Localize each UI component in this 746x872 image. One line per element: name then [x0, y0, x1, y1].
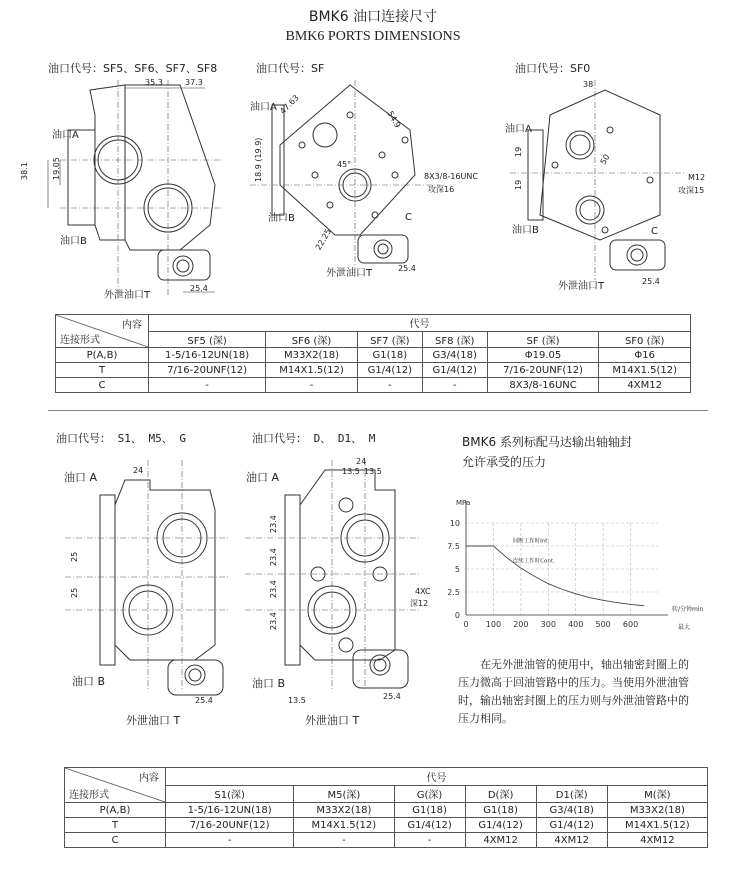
cell: -: [394, 833, 465, 848]
d3-dim-a: 38: [583, 80, 594, 89]
cell: G1/4(12): [357, 363, 422, 378]
y-tick-label: 10: [449, 519, 460, 528]
table2-header-connection: 连接形式: [69, 790, 109, 801]
table-row: [56, 348, 691, 363]
d2-port-b-label: 油口B: [268, 213, 295, 224]
d5-dim-d: 23.4: [269, 515, 278, 533]
row-label: P(A,B): [56, 348, 149, 363]
x-tick-label: 300: [540, 620, 556, 629]
table-row: [65, 803, 708, 818]
d5-drain-label: 外泄油口 T: [305, 714, 360, 727]
row-label: T: [56, 363, 149, 378]
table2-col: S1(深): [166, 785, 294, 803]
table1-header-connection: 连接形式: [60, 335, 100, 346]
d2-dim-g: 8X3/8-16UNC: [424, 172, 478, 181]
d5-dim-f: 23.4: [269, 580, 278, 598]
d5-dim-a: 24: [356, 457, 367, 466]
d4-dim-d: 25.4: [195, 696, 213, 705]
note-line: 时，输出轴密封圈上的压力则与外泄油管路中的: [458, 694, 689, 707]
d5-port-a-label: 油口 A: [246, 471, 280, 484]
d2-dim-e: 22.25: [313, 227, 334, 252]
d4-dim-b: 25: [70, 551, 79, 562]
seal-pressure-chart: [440, 485, 710, 640]
x-axis-label-2: 最大: [678, 624, 691, 631]
chart-heading-2: 允许承受的压力: [462, 455, 547, 469]
note-line: 在无外泄油管的使用中，轴出轴密封圈上的: [480, 658, 689, 671]
d1-dim-h1: 38.1: [20, 162, 29, 180]
cell: -: [294, 833, 394, 848]
cell: M33X2(18): [607, 803, 707, 818]
d5-port-b-label: 油口 B: [252, 677, 286, 690]
y-tick-label: 2.5: [447, 588, 460, 597]
d1-dim-w2: 37.3: [185, 78, 203, 87]
table2-col: D1(深): [536, 785, 607, 803]
table2-col: M(深): [607, 785, 707, 803]
cell: 7/16-20UNF(12): [487, 363, 599, 378]
d5-dim-h: 4XC: [415, 587, 431, 596]
d1-drain-label: 外泄油口T: [104, 290, 151, 301]
cell: -: [422, 378, 487, 393]
cell: M14X1.5(12): [599, 363, 691, 378]
table1-col: SF5 (深): [149, 331, 266, 348]
table2-corner: [65, 768, 166, 803]
cell: M14X1.5(12): [294, 818, 394, 833]
series-line: [493, 546, 644, 606]
diagram1-drawing: [40, 75, 230, 305]
y-tick-label: 5: [454, 565, 460, 574]
cell: M14X1.5(12): [266, 363, 358, 378]
cell: 4XM12: [465, 833, 536, 848]
cell: Φ19.05: [487, 348, 599, 363]
spec-table-2: [64, 767, 708, 848]
d3-drain-label: 外泄油口T: [558, 281, 605, 292]
d3-dim-c: 19: [514, 146, 523, 157]
d3-port-a-label: 油口A: [505, 124, 532, 135]
cell: 4XM12: [536, 833, 607, 848]
d4-port-a-label: 油口 A: [64, 471, 98, 484]
cell: G1/4(12): [422, 363, 487, 378]
table1-corner: [56, 315, 149, 348]
diagram4-caption: 油口代号： S1、 M5、 G: [56, 432, 186, 445]
d5-dim-b: 13.5: [342, 467, 360, 476]
d3-dim-d: 19: [514, 179, 523, 190]
table1-col: SF0 (深): [599, 331, 691, 348]
cell: -: [166, 833, 294, 848]
d2-dim-f: 25.4: [398, 264, 416, 273]
cell: G1/4(12): [465, 818, 536, 833]
d2-dim-h: 攻深16: [428, 185, 455, 194]
cell: G1(18): [465, 803, 536, 818]
x-tick-label: 100: [485, 620, 502, 629]
row-label: C: [65, 833, 166, 848]
x-tick-label: 600: [622, 620, 639, 629]
cell: 1-5/16-12UN(18): [149, 348, 266, 363]
note-line: 压力微高于回油管路中的压力。当使用外泄油管: [458, 676, 689, 689]
d3-dim-b: 50: [598, 152, 612, 167]
d3-dim-f: M12: [688, 173, 706, 182]
d5-dim-g: 23.4: [269, 612, 278, 630]
d2-dim-b: 54.9: [385, 109, 403, 130]
d2-dim-a: 47.63: [278, 93, 301, 116]
cell: G1/4(12): [536, 818, 607, 833]
chart-heading-1: BMK6 系列标配马达输出轴轴封: [462, 435, 632, 449]
d4-drain-label: 外泄油口 T: [126, 714, 181, 727]
d3-dim-e: 25.4: [642, 277, 660, 286]
cell: 1-5/16-12UN(18): [166, 803, 294, 818]
d3-dim-g: 攻深15: [678, 186, 705, 195]
y-tick-label: 0: [454, 611, 460, 620]
table-row: [56, 378, 691, 393]
x-axis-label: 转/分钟min: [672, 606, 704, 613]
x-tick-label: 200: [513, 620, 529, 629]
section-divider: [48, 410, 708, 411]
d4-dim-a: 24: [133, 466, 144, 475]
d3-c-label: C: [651, 226, 658, 237]
d5-dim-e: 23.4: [269, 548, 278, 566]
diagram5-caption: 油口代号： D、 D1、 M: [252, 432, 376, 445]
table2-group-header: 代号: [166, 768, 708, 786]
d2-dim-angle: 45°: [337, 160, 352, 169]
diagram2-caption: 油口代号：SF: [256, 62, 325, 75]
d2-c-label: C: [405, 212, 412, 223]
cell: G3/4(18): [422, 348, 487, 363]
table1-col: SF7 (深): [357, 331, 422, 348]
chart-annotation: 连续工作时Cont.: [512, 558, 555, 565]
cell: G1(18): [394, 803, 465, 818]
d5-dim-c: 13.5: [364, 467, 382, 476]
cell: -: [149, 378, 266, 393]
d5-dim-i: 深12: [410, 599, 429, 608]
cell: M33X2(18): [266, 348, 358, 363]
diagram3-drawing: [510, 75, 690, 285]
cell: M33X2(18): [294, 803, 394, 818]
d1-port-a-label: 油口A: [52, 130, 79, 141]
cell: -: [357, 378, 422, 393]
chart-annotation: 间断工作时Int.: [512, 538, 550, 545]
diagram1-caption: 油口代号：SF5、SF6、SF7、SF8: [48, 62, 218, 75]
table2-header-content: 内容: [139, 773, 159, 784]
cell: 8X3/8-16UNC: [487, 378, 599, 393]
d3-port-b-label: 油口B: [512, 225, 539, 236]
d2-drain-label: 外泄油口T: [326, 268, 373, 279]
cell: 4XM12: [599, 378, 691, 393]
d5-dim-j: 13.5: [288, 696, 306, 705]
diagram2-drawing: [250, 75, 450, 275]
cell: 4XM12: [607, 833, 707, 848]
page-title-en: BMK6 PORTS DIMENSIONS: [285, 29, 461, 44]
cell: 7/16-20UNF(12): [166, 818, 294, 833]
cell: G1/4(12): [394, 818, 465, 833]
spec-table-1: [55, 314, 691, 393]
d1-dim-w1: 35.3: [145, 78, 163, 87]
table-row: [65, 818, 708, 833]
table2-col: D(深): [465, 785, 536, 803]
d2-port-a-label: 油口A: [250, 102, 277, 113]
y-tick-label: 7.5: [447, 542, 460, 551]
cell: G1(18): [357, 348, 422, 363]
table1-col: SF (深): [487, 331, 599, 348]
table2-col: M5(深): [294, 785, 394, 803]
d4-port-b-label: 油口 B: [72, 675, 106, 688]
diagram3-caption: 油口代号：SF0: [515, 62, 591, 75]
d5-dim-k: 25.4: [383, 692, 401, 701]
table2-col: G(深): [394, 785, 465, 803]
cell: M14X1.5(12): [607, 818, 707, 833]
row-label: C: [56, 378, 149, 393]
note-paragraph: [458, 656, 708, 728]
d1-port-b-label: 油口B: [60, 236, 87, 247]
d1-dim-b: 25.4: [190, 284, 208, 293]
d1-dim-h2: 19.05: [52, 157, 61, 180]
row-label: T: [65, 818, 166, 833]
d4-dim-c: 25: [70, 587, 79, 598]
note-line: 压力相同。: [458, 712, 513, 725]
page-title-cn: BMK6 油口连接尺寸: [308, 9, 438, 25]
table1-header-content: 内容: [122, 320, 142, 331]
d2-dim-c: 18.9 (19.9): [254, 137, 263, 182]
row-label: P(A,B): [65, 803, 166, 818]
cell: -: [266, 378, 358, 393]
table1-group-header: 代号: [149, 315, 691, 332]
table1-col: SF6 (深): [266, 331, 358, 348]
cell: Φ16: [599, 348, 691, 363]
x-tick-label: 400: [568, 620, 584, 629]
x-tick-label: 0: [463, 620, 469, 629]
x-tick-label: 500: [595, 620, 611, 629]
cell: G3/4(18): [536, 803, 607, 818]
table-row: [56, 363, 691, 378]
y-axis-label: MPa: [456, 499, 471, 507]
table-row: [65, 833, 708, 848]
table1-col: SF8 (深): [422, 331, 487, 348]
cell: 7/16-20UNF(12): [149, 363, 266, 378]
